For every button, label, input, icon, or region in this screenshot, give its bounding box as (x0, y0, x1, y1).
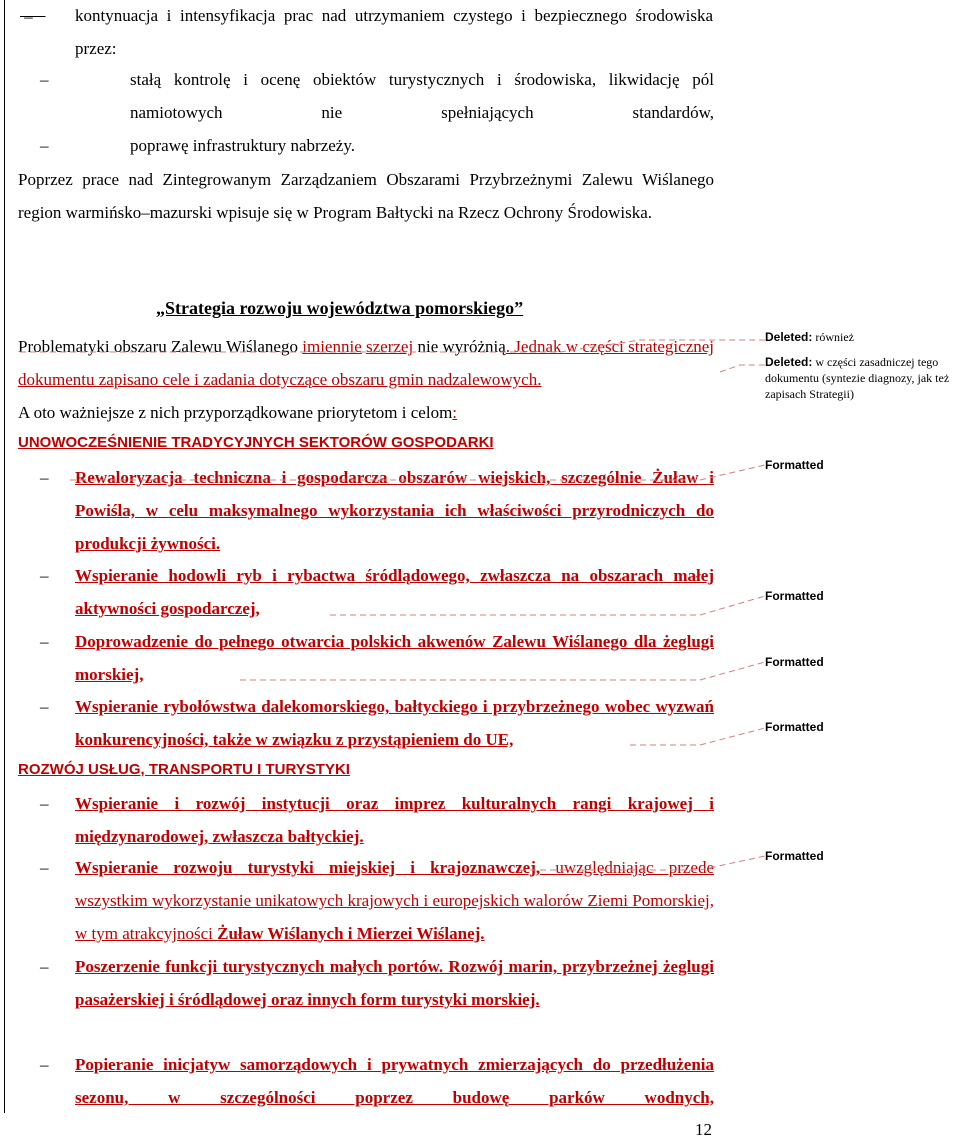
dash-marker: – (40, 697, 49, 716)
comment-balloon-formatted-1[interactable]: Formatted (765, 458, 824, 472)
intro-paragraph: Poprzez prace nad Zintegrowanym Zarządzaniem Obszarami Przybrzeżnymi Zalewu Wiślanego region warmińsko–mazurski wpisuje się w Program Bałtycki na Rzecz Ochrony Środowiska. (18, 170, 714, 222)
bullet-2: Wspieranie hodowli ryb i rybactwa śródlądowego, zwłaszcza na obszarach małej aktywności gospodarczej, (75, 566, 714, 618)
dash-marker: – (40, 70, 49, 89)
intro-item-1: kontynuacja i intensyfikacja prac nad utrzymaniem czystego i bezpiecznego środowiska przez: (75, 6, 713, 58)
bullet-3: Doprowadzenie do pełnego otwarcia polskich akwenów Zalewu Wiślanego dla żeglugi morskiej, (75, 632, 714, 684)
priority-heading-2: ROZWÓJ USŁUG, TRANSPORTU I TURYSTYKI (18, 761, 350, 778)
bullet-7: Poszerzenie funkcji turystycznych małych portów. Rozwój marin, przybrzeżnej żeglugi pasażerskiej i śródlądowej oraz innych form turystyki morskiej. (75, 957, 714, 1009)
dash-marker: – (40, 1055, 49, 1074)
bullet-8: Popieranie inicjatyw samorządowych i prywatnych zmierzających do przedłużenia sezonu, w szczególności poprzez budowę parków wodnych, (75, 1055, 714, 1107)
intro-sub-1: stałą kontrolę i ocenę obiektów turystycznych i środowiska, likwidację pól namiotowych nie spełniających standardów, (130, 70, 714, 122)
dash-marker: – (40, 136, 49, 155)
page-number: 12 (695, 1120, 712, 1139)
dash-marker: – (40, 632, 49, 651)
intro-sub-2: poprawę infrastruktury nabrzeży. (130, 136, 355, 155)
dash-marker: – (40, 468, 49, 487)
dash-marker: – (40, 957, 49, 976)
bullet-4: Wspieranie rybołówstwa dalekomorskiego, bałtyckiego i przybrzeżnego wobec wyzwań konkurencyjności, także w związku z przystąpieniem do UE, (75, 697, 714, 749)
bullet-5: Wspieranie i rozwój instytucji oraz imprez kulturalnych rangi krajowej i międzynarodowej, zwłaszcza bałtyckiej. (75, 794, 714, 846)
section-heading: „Strategia rozwoju województwa pomorskiego” (156, 298, 524, 318)
comment-balloon-formatted-2[interactable]: Formatted (765, 589, 824, 603)
dash-marker: – (40, 566, 49, 585)
deleted-dash: – (20, 7, 46, 26)
comment-balloon-formatted-3[interactable]: Formatted (765, 655, 824, 669)
strategy-paragraph-2: A oto ważniejsze z nich przyporządkowane priorytetom i celom: (18, 403, 458, 422)
priority-heading-1: UNOWOCZEŚNIENIE TRADYCYJNYCH SEKTORÓW GOSPODARKI (18, 434, 494, 451)
comment-balloon-deleted-2[interactable]: Deleted: w części zasadniczej tego dokumentu (syntezie diagnozy, jak też zapisach Strategii) (765, 355, 950, 401)
comment-balloon-deleted-1[interactable]: Deleted: również (765, 330, 854, 344)
bullet-1: Rewaloryzacja techniczna i gospodarcza obszarów wiejskich, szczególnie Żuław i Powiśla, w celu maksymalnego wykorzystania ich właściwości przyrodniczych do produkcji żywności. (75, 468, 714, 553)
comment-balloon-formatted-5[interactable]: Formatted (765, 849, 824, 863)
comment-balloon-formatted-4[interactable]: Formatted (765, 720, 824, 734)
dash-marker: – (40, 794, 49, 813)
bullet-6: Wspieranie rozwoju turystyki miejskiej i krajoznawczej, uwzględniając przede wszystkim wykorzystanie unikatowych krajowych i europejskich walorów Ziemi Pomorskiej, w tym atrakcyjności Żuław Wiślanych i Mierzei Wiślanej. (75, 858, 714, 943)
strategy-paragraph-1: Problematyki obszaru Zalewu Wiślanego imiennie szerzej nie wyróżnią. Jednak w części strategicznej dokumentu zapisano cele i zadania dotyczące obszaru gmin nadzalewowych. (18, 337, 715, 389)
dash-marker: – (40, 858, 49, 877)
